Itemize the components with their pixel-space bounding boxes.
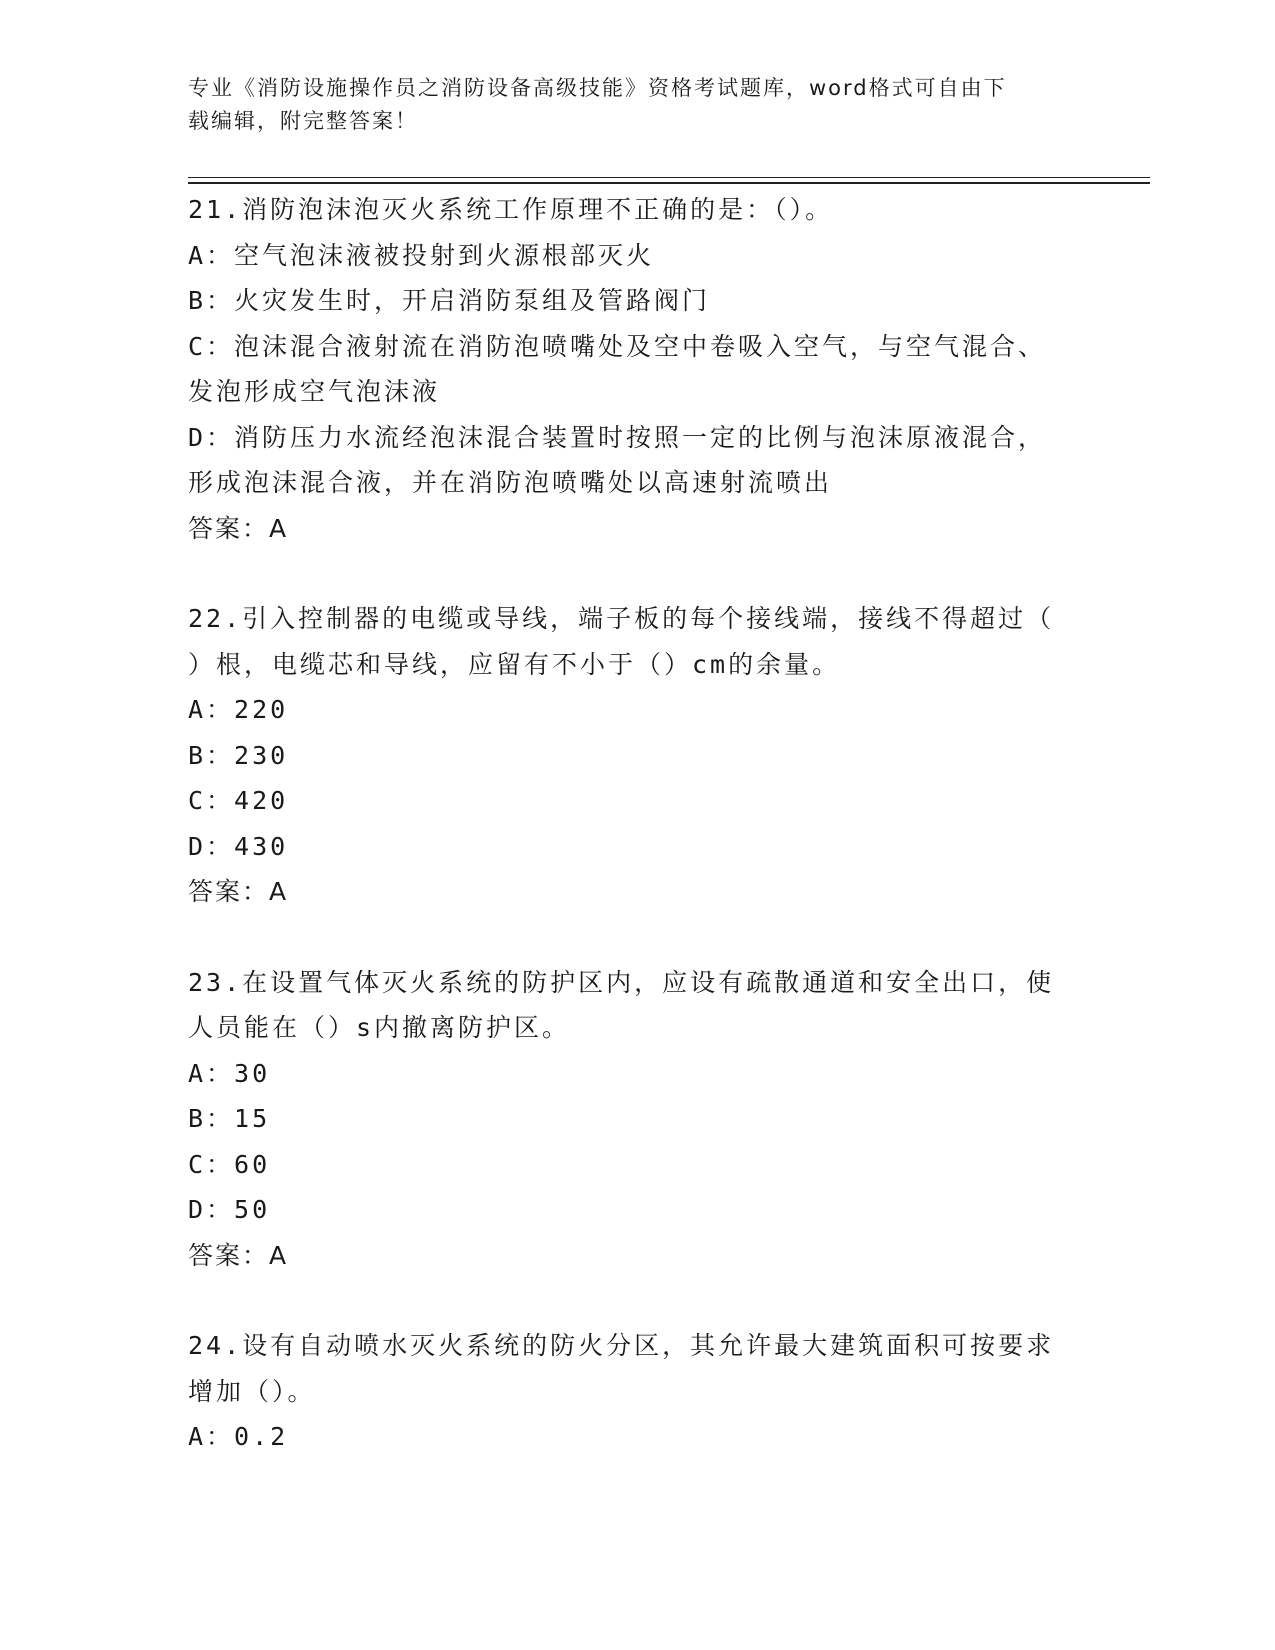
option-d: D：430 [188,831,289,861]
option-c: C：420 [188,786,289,815]
option-d-continued: 形成泡沫混合液，并在消防泡喷嘴处以高速射流喷出 [188,468,833,497]
answer-label: 答案：A [188,1240,289,1270]
option-a: A：空气泡沫液被投射到火源根部灭火 [188,240,655,270]
header-divider-thin [188,177,1150,178]
header-line-2: 载编辑，附完整答案！ [188,109,418,133]
question-stem: 24.设有自动喷水灭火系统的防火分区，其允许最大建筑面积可按要求 [188,1331,1055,1360]
option-b: B：230 [188,740,289,770]
answer-label: 答案：A [188,877,289,906]
question-21 [188,187,1088,551]
option-a: A：0.2 [188,1422,289,1451]
answer-label: 答案：A [188,513,289,543]
option-c: C：60 [188,1149,271,1179]
option-a: A：30 [188,1058,271,1088]
question-22 [188,596,1088,915]
option-a: A：220 [188,695,289,724]
question-stem: 22.引入控制器的电缆或导线，端子板的每个接线端，接线不得超过（ [188,604,1055,633]
question-24 [188,1323,1088,1460]
question-stem-continued: ）根，电缆芯和导线，应留有不小于（）cm的余量。 [188,649,841,679]
header-divider-thick [188,182,1150,184]
option-d: D：50 [188,1195,271,1224]
question-list [188,187,1088,1460]
question-stem-continued: 人员能在（）s内撤离防护区。 [188,1013,571,1042]
option-c: C：泡沫混合液射流在消防泡喷嘴处及空中卷吸入空气，与空气混合、 [188,331,1047,361]
document-header [188,72,1088,138]
question-23 [188,960,1088,1279]
option-d: D：消防压力水流经泡沫混合装置时按照一定的比例与泡沫原液混合， [188,422,1047,452]
option-b: B：火灾发生时，开启消防泵组及管路阀门 [188,286,711,315]
option-c-continued: 发泡形成空气泡沫液 [188,377,441,406]
header-line-1: 专业《消防设施操作员之消防设备高级技能》资格考试题库，word格式可自由下 [188,76,1007,100]
option-b: B：15 [188,1104,271,1133]
question-stem: 23.在设置气体灭火系统的防护区内，应设有疏散通道和安全出口，使 [188,967,1055,997]
question-stem: 21.消防泡沫泡灭火系统工作原理不正确的是：（）。 [188,195,834,224]
question-stem-continued: 增加（）。 [188,1376,316,1406]
